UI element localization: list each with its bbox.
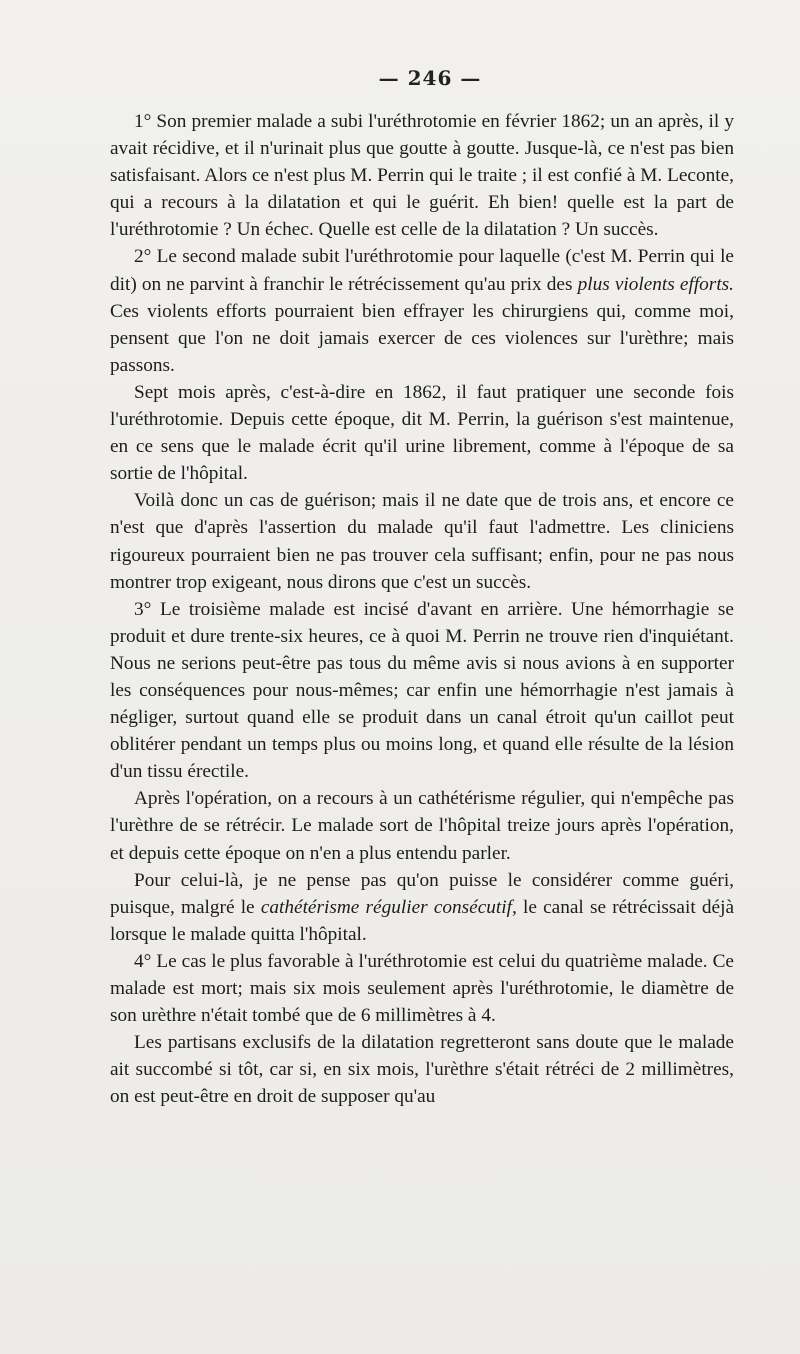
italic-phrase: cathétérisme régulier consécutif, [260,896,517,918]
paragraph: 4° Le cas le plus favorable à l'uréthrotomie est celui du quatrième malade. Ce malade est mort; mais six mois seulement après l'uréthrotomie, le diamètre de son urèthre n'était tombé que de 6 millimètres à 4. [110,950,734,1027]
paragraph: Les partisans exclusifs de la dilatation regretteront sans doute que le malade ait succombé si tôt, car si, en six mois, l'urèthre s'était rétréci de 2 millimètres, on est peut-être en droit de supposer qu'au [110,1032,734,1108]
paragraph: Pour celui-là, je ne pense pas qu'on puisse le considérer comme guéri, puisque, malgré le cathétérisme régulier consécutif, le canal se rétrécissait déjà lorsque le malade quitta l'hôpital. [110,869,735,945]
paragraph: Voilà donc un cas de guérison; mais il ne date que de trois ans, et encore ce n'est que d'après l'assertion du malade qu'il faut l'admettre. Les cliniciens rigoureux pourraient bien ne pas trouver cela suffisant; enfin, pour ne pas nous montrer trop exigeant, nous dirons que c'est un succès. [110,490,734,593]
italic-phrase: plus violents efforts. [577,273,734,295]
paragraph: 2° Le second malade subit l'uréthrotomie pour laquelle (c'est M. Perrin qui le dit) on ne parvint à franchir le rétrécissement qu'au prix des plus violents efforts. Ces violents efforts pourraient bien effrayer les chirurgiens qui, comme moi, pensent que l'on ne doit jamais exercer de ces violences sur l'urèthre; mais passons. [110,246,734,376]
paragraph: 1° Son premier malade a subi l'uréthrotomie en février 1862; un an après, il y avait récidive, et il n'urinait plus que goutte à goutte. Jusque-là, ce n'est pas bien satisfaisant. Alors ce n'est plus M. Perrin qui le traite ; il est confié à M. Leconte, qui a recours à la dilatation et qui le guérit. Eh bien! quelle est la part de l'uréthrotomie ? Un échec. Quelle est celle de la dilatation ? Un succès. [110,111,734,241]
body-text [110,108,734,1110]
paragraph: Après l'opération, on a recours à un cathétérisme régulier, qui n'empêche pas l'urèthre de se rétrécir. Le malade sort de l'hôpital treize jours après l'opération, et depuis cette époque on n'en a plus entendu parler. [110,788,734,864]
paragraph: Sept mois après, c'est-à-dire en 1862, il faut pratiquer une seconde fois l'uréthrotomie. Depuis cette époque, dit M. Perrin, la guérison s'est maintenue, en ce sens que le malade écrit qu'il urine librement, comme à l'époque de sa sortie de l'hôpital. [110,381,734,485]
paragraph: 3° Le troisième malade est incisé d'avant en arrière. Une hémorrhagie se produit et dure trente-six heures, ce à quoi M. Perrin ne trouve rien d'inquiétant. Nous ne serions peut-être pas tous du même avis si nous avions à en supporter les conséquences pour nous-mêmes; car enfin une hémorrhagie n'est jamais à négliger, surtout quand elle se produit dans un canal étroit qu'un caillot peut oblitérer pendant un temps plus ou moins long, et quand elle résulte de la lésion d'un tissu érectile. [110,598,734,783]
page-number: — 246 — [378,66,482,90]
